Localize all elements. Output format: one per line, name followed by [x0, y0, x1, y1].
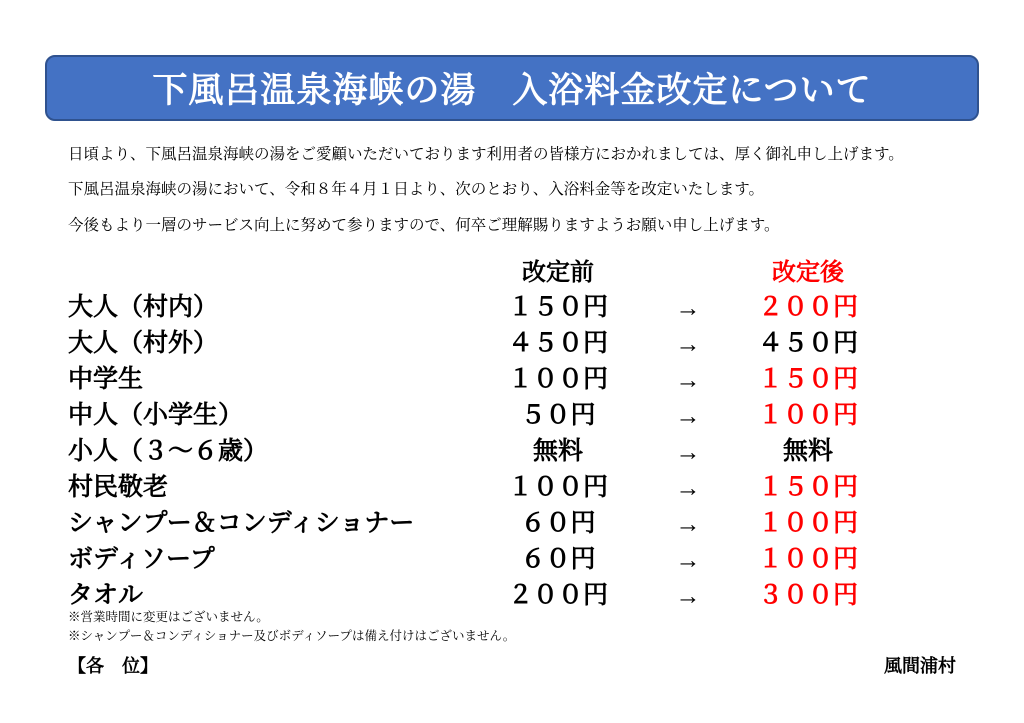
- row-new-price: １００円: [757, 509, 858, 537]
- intro-section: [68, 145, 958, 251]
- table-row: [68, 287, 888, 323]
- row-old-price: １００円: [507, 365, 608, 393]
- row-new-price: ２００円: [757, 293, 858, 321]
- row-new-price: １００円: [757, 545, 858, 573]
- row-item-label: ボディソープ: [68, 545, 215, 573]
- arrow-icon: →: [675, 330, 701, 358]
- table-row: [68, 467, 888, 503]
- row-new-price: ３００円: [757, 581, 858, 609]
- row-old-price: １００円: [507, 473, 608, 501]
- table-row: [68, 431, 888, 467]
- table-row: [68, 539, 888, 575]
- arrow-icon: →: [675, 366, 701, 394]
- row-item-label: 中学生: [68, 365, 144, 393]
- footer-addressee: 【各 位】: [68, 656, 158, 676]
- table-row: [68, 323, 888, 359]
- arrow-icon: →: [675, 546, 701, 574]
- row-new-price: １５０円: [757, 365, 858, 393]
- page-title: 下風呂温泉海峡の湯 入浴料金改定について: [152, 71, 872, 110]
- intro-paragraph-3: 今後もより一層のサービス向上に努めて参りますので、何卒ご理解賜りますようお願い申し上げます。: [68, 216, 780, 234]
- row-new-price: １５０円: [757, 473, 858, 501]
- row-old-price: ２００円: [507, 581, 608, 609]
- table-row: [68, 395, 888, 431]
- note-line-2: ※シャンプー＆コンディショナー及びボディソープは備え付けはございません。: [68, 628, 516, 643]
- arrow-icon: →: [675, 510, 701, 538]
- price-table: [68, 252, 888, 611]
- table-header-row: [68, 252, 888, 287]
- row-new-price: ４５０円: [757, 329, 858, 357]
- table-row: [68, 575, 888, 611]
- row-new-price: 無料: [782, 437, 833, 465]
- row-old-price: １５０円: [507, 293, 608, 321]
- title-banner: [45, 55, 979, 121]
- column-header-arrow: [648, 252, 728, 287]
- table-row: [68, 503, 888, 539]
- row-item-label: 大人（村内）: [68, 293, 219, 321]
- row-item-label: 大人（村外）: [68, 329, 219, 357]
- row-item-label: シャンプー＆コンディショナー: [68, 509, 415, 537]
- row-old-price: ６０円: [520, 545, 596, 573]
- row-item-label: タオル: [68, 581, 144, 609]
- row-old-price: ４５０円: [507, 329, 608, 357]
- row-old-price: ５０円: [520, 401, 596, 429]
- table-row: [68, 359, 888, 395]
- row-old-price: 無料: [532, 437, 583, 465]
- arrow-icon: →: [675, 582, 701, 610]
- column-header-new-price: 改定後: [772, 259, 844, 286]
- row-item-label: 中人（小学生）: [68, 401, 244, 429]
- arrow-icon: →: [675, 438, 701, 466]
- arrow-icon: →: [675, 402, 701, 430]
- row-item-label: 小人（３～６歳）: [68, 437, 269, 465]
- arrow-icon: →: [675, 294, 701, 322]
- price-table-wrap: [68, 252, 968, 611]
- row-old-price: ６０円: [520, 509, 596, 537]
- intro-paragraph-2: 下風呂温泉海峡の湯において、令和８年４月１日より、次のとおり、入浴料金等を改定いたします。: [68, 181, 764, 199]
- column-header-old-price: 改定前: [522, 259, 594, 286]
- note-line-1: ※営業時間に変更はございません。: [68, 610, 269, 624]
- notes-section: [68, 608, 948, 646]
- row-new-price: １００円: [757, 401, 858, 429]
- column-header-item: [68, 252, 468, 287]
- row-item-label: 村民敬老: [68, 473, 169, 501]
- arrow-icon: →: [675, 474, 701, 502]
- footer-issuer: 風間浦村: [884, 656, 956, 676]
- intro-paragraph-1: 日頃より、下風呂温泉海峡の湯をご愛顧いただいております利用者の皆様方におかれましては、厚く御礼申し上げます。: [68, 146, 904, 163]
